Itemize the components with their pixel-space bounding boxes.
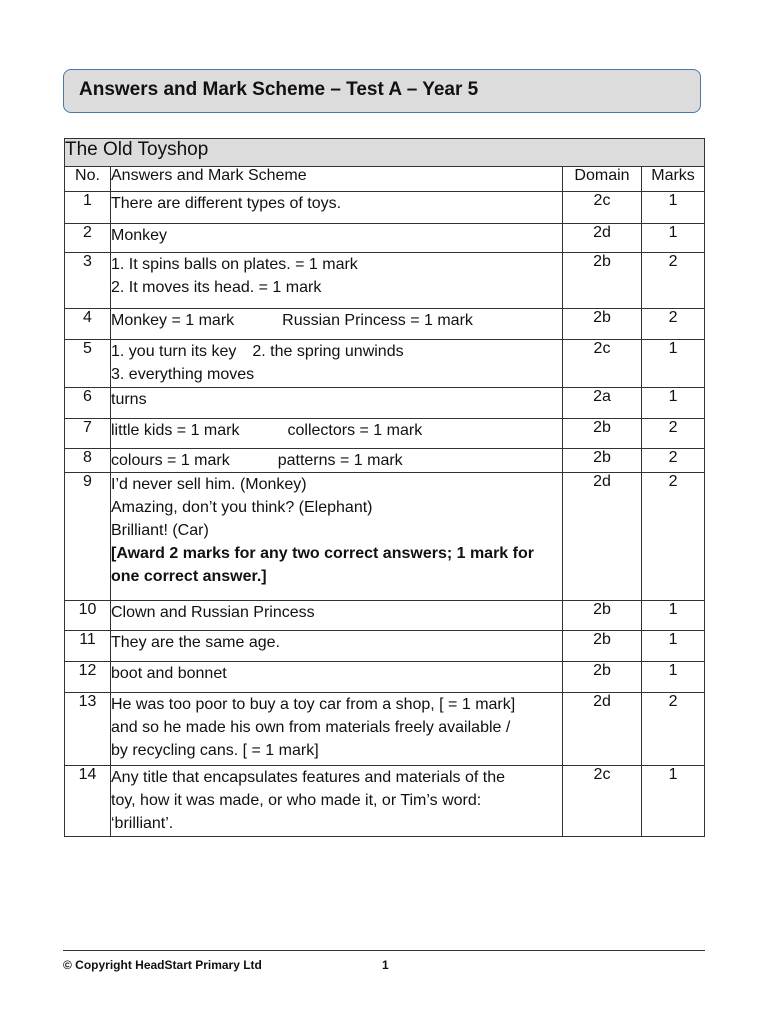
row-number: 5 (65, 340, 111, 388)
title-box (63, 69, 701, 113)
table-row (65, 309, 705, 340)
story-title-row (65, 139, 705, 167)
header-no: No. (65, 167, 111, 192)
table-row (65, 473, 705, 601)
answer-line: 2. It moves its head. = 1 mark (111, 279, 322, 296)
answer-line: Monkey (111, 227, 168, 244)
marks-cell: 1 (642, 388, 705, 419)
footer-rule (63, 950, 705, 951)
answer-part: little kids = 1 mark (111, 422, 240, 439)
answer-cell (111, 693, 563, 766)
answer-line: They are the same age. (111, 634, 280, 651)
row-number: 13 (65, 693, 111, 766)
row-number: 6 (65, 388, 111, 419)
answer-part: 2. the spring unwinds (252, 343, 404, 360)
answer-line (111, 309, 562, 332)
answer-cell (111, 473, 563, 601)
table-row (65, 766, 705, 837)
domain-cell: 2d (563, 224, 642, 253)
footer-copyright: © Copyright HeadStart Primary Ltd (63, 958, 262, 972)
table-row (65, 693, 705, 766)
answer-line: boot and bonnet (111, 665, 227, 682)
marks-cell: 1 (642, 601, 705, 631)
domain-cell: 2d (563, 473, 642, 601)
answer-cell (111, 253, 563, 309)
domain-cell: 2b (563, 631, 642, 662)
marks-cell: 2 (642, 419, 705, 449)
domain-cell: 2b (563, 601, 642, 631)
marks-cell: 2 (642, 473, 705, 601)
table-row (65, 388, 705, 419)
table-row (65, 192, 705, 224)
row-number: 9 (65, 473, 111, 601)
domain-cell: 2c (563, 340, 642, 388)
answer-line: by recycling cans. [ = 1 mark] (111, 742, 319, 759)
answer-cell (111, 340, 563, 388)
row-number: 8 (65, 449, 111, 473)
domain-cell: 2d (563, 693, 642, 766)
table-row (65, 340, 705, 388)
answer-line: and so he made his own from materials freely available / (111, 719, 511, 736)
answer-line: Brilliant! (Car) (111, 522, 209, 539)
domain-cell: 2b (563, 309, 642, 340)
answer-part: collectors = 1 mark (287, 422, 423, 439)
row-number: 11 (65, 631, 111, 662)
marks-cell: 2 (642, 309, 705, 340)
marks-cell: 2 (642, 693, 705, 766)
domain-cell: 2a (563, 388, 642, 419)
answer-cell (111, 449, 563, 473)
marking-note: [Award 2 marks for any two correct answers; 1 mark for one correct answer.] (111, 545, 534, 585)
answer-line: 3. everything moves (111, 366, 255, 383)
table-row (65, 631, 705, 662)
answer-cell (111, 662, 563, 693)
marks-cell: 2 (642, 449, 705, 473)
page-number: 1 (382, 958, 389, 972)
table-row (65, 601, 705, 631)
domain-cell: 2c (563, 766, 642, 837)
answer-part: 1. you turn its key (111, 343, 237, 360)
answer-part: Monkey = 1 mark (111, 312, 235, 329)
marks-cell: 1 (642, 662, 705, 693)
row-number: 1 (65, 192, 111, 224)
domain-cell: 2c (563, 192, 642, 224)
answer-line: Any title that encapsulates features and materials of the (111, 769, 506, 786)
answer-line: toy, how it was made, or who made it, or Tim’s word: (111, 792, 482, 809)
answer-line: turns (111, 391, 147, 408)
answer-cell (111, 631, 563, 662)
answer-line: 1. It spins balls on plates. = 1 mark (111, 256, 358, 273)
marks-cell: 1 (642, 340, 705, 388)
answer-line: He was too poor to buy a toy car from a shop, [ = 1 mark] (111, 696, 516, 713)
row-number: 14 (65, 766, 111, 837)
answer-cell (111, 224, 563, 253)
mark-scheme-table (64, 138, 705, 837)
table-row (65, 224, 705, 253)
row-number: 10 (65, 601, 111, 631)
marks-cell: 1 (642, 631, 705, 662)
answer-cell (111, 766, 563, 837)
header-marks: Marks (642, 167, 705, 192)
table-row (65, 662, 705, 693)
header-row (65, 167, 705, 192)
answer-part: Russian Princess = 1 mark (282, 312, 473, 329)
row-number: 2 (65, 224, 111, 253)
answer-line (111, 340, 562, 363)
table-row (65, 449, 705, 473)
answer-line: ‘brilliant’. (111, 815, 174, 832)
domain-cell: 2b (563, 419, 642, 449)
domain-cell: 2b (563, 253, 642, 309)
answer-cell (111, 419, 563, 449)
answer-line: Clown and Russian Princess (111, 604, 315, 621)
domain-cell: 2b (563, 449, 642, 473)
header-domain: Domain (563, 167, 642, 192)
marks-cell: 1 (642, 224, 705, 253)
header-answers: Answers and Mark Scheme (111, 167, 563, 192)
table-row (65, 253, 705, 309)
answer-line (111, 419, 562, 442)
answer-cell (111, 388, 563, 419)
marks-cell: 2 (642, 253, 705, 309)
answer-part: colours = 1 mark (111, 452, 230, 469)
row-number: 3 (65, 253, 111, 309)
answer-line: I’d never sell him. (Monkey) (111, 476, 307, 493)
row-number: 4 (65, 309, 111, 340)
story-title: The Old Toyshop (65, 139, 705, 167)
answer-line: Amazing, don’t you think? (Elephant) (111, 499, 373, 516)
table-row (65, 419, 705, 449)
row-number: 7 (65, 419, 111, 449)
domain-cell: 2b (563, 662, 642, 693)
answer-line (111, 449, 562, 472)
page-title: Answers and Mark Scheme – Test A – Year 5 (79, 79, 479, 100)
answer-cell (111, 309, 563, 340)
answer-cell (111, 601, 563, 631)
marks-cell: 1 (642, 766, 705, 837)
marks-cell: 1 (642, 192, 705, 224)
answer-part: patterns = 1 mark (277, 452, 403, 469)
answer-line: There are different types of toys. (111, 195, 342, 212)
answer-cell (111, 192, 563, 224)
row-number: 12 (65, 662, 111, 693)
